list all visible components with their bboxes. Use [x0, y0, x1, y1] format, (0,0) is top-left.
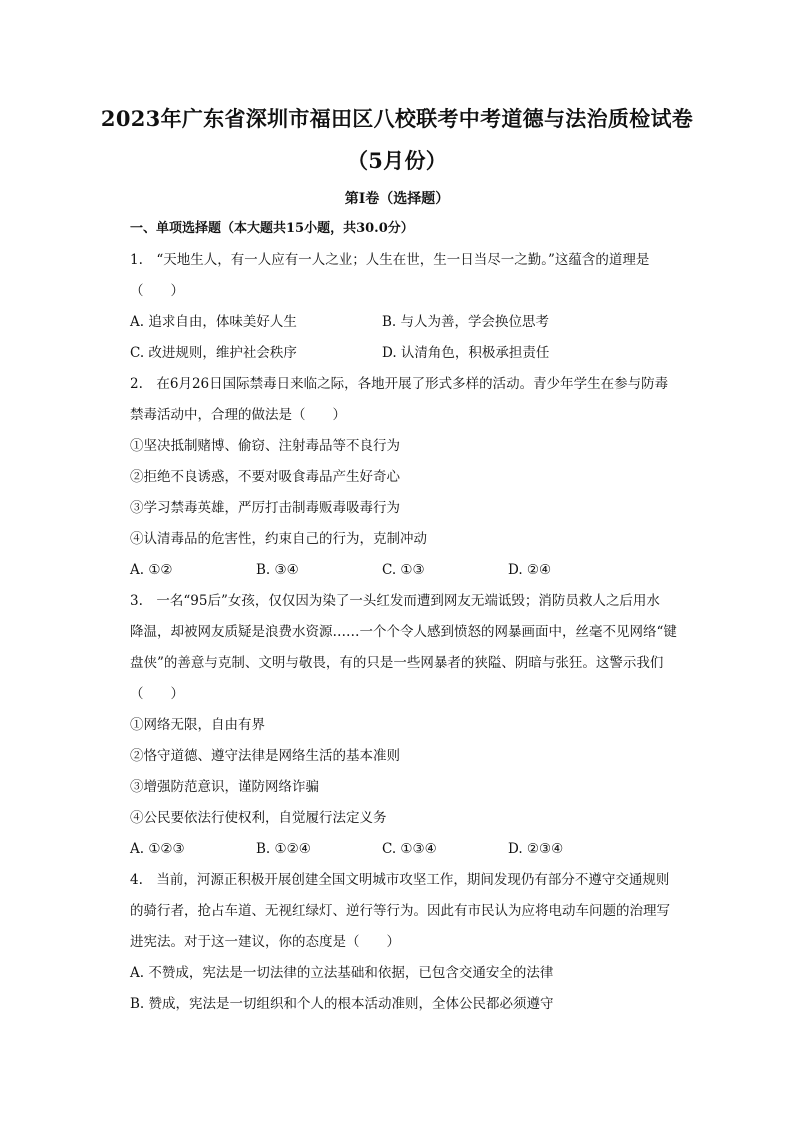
question-3-option-b[interactable]: B. ①②④: [256, 841, 311, 857]
question-2-option-a[interactable]: A. ①②: [130, 562, 173, 578]
question-3-stem-line: 降温，却被网友质疑是浪费水资源……一个个令人感到愤怒的网暴画面中，丝毫不见网络“键: [130, 624, 677, 640]
exam-content: [130, 218, 690, 1024]
question-3-options-row: [130, 838, 690, 869]
section-heading: 一、单项选择题（本大题共15小题，共30.0分）: [130, 221, 414, 236]
question-4: [130, 869, 690, 1024]
question-1-options-row: [130, 342, 690, 373]
question-4-stem-line: 进宪法。对于这一建议，你的态度是（ ）: [130, 934, 400, 950]
question-2-statement-2: ②拒绝不良诱惑，不要对吸食毒品产生好奇心: [130, 469, 400, 485]
question-3-stem-line: 盘侠”的善意与克制、文明与敬畏，有的只是一些网暴者的狭隘、阴暗与张狂。这警示我们: [130, 655, 664, 671]
question-3-option-a[interactable]: A. ①②③: [130, 841, 185, 857]
question-3-option-d[interactable]: D. ②③④: [508, 841, 564, 857]
question-3-statement-3: ③增强防范意识，谨防网络诈骗: [130, 779, 319, 795]
question-1-stem-line: （ ）: [130, 283, 184, 299]
question-3-option-c[interactable]: C. ①③④: [382, 841, 437, 857]
question-2-option-b[interactable]: B. ③④: [256, 562, 299, 578]
question-2-option-d[interactable]: D. ②④: [508, 562, 552, 578]
question-3-statement-4: ④公民要依法行使权利，自觉履行法定义务: [130, 810, 387, 826]
question-3-statement-1: ①网络无限，自由有界: [130, 717, 265, 733]
question-1-stem-line: 1. “天地生人，有一人应有一人之业；人生在世，生一日当尽一之勤。”这蕴含的道理是: [130, 252, 650, 268]
question-3: [130, 590, 690, 869]
question-1-option-c[interactable]: C. 改进规则，维护社会秩序: [130, 345, 297, 361]
question-2-options-row: [130, 559, 690, 590]
question-2-option-c[interactable]: C. ①③: [382, 562, 425, 578]
exam-title-line2: （5月份）: [346, 148, 448, 173]
question-2-statement-1: ①坚决抵制赌博、偷窃、注射毒品等不良行为: [130, 438, 400, 454]
question-1-option-b[interactable]: B. 与人为善，学会换位思考: [382, 314, 550, 330]
question-1: [130, 249, 690, 373]
question-3-stem-line: 3. 一名“95后”女孩，仅仅因为染了一头红发而遭到网友无端诋毁；消防员救人之后用水: [130, 593, 660, 609]
question-2-statement-3: ③学习禁毒英雄，严厉打击制毒贩毒吸毒行为: [130, 500, 400, 516]
question-4-stem-line: 4. 当前，河源正积极开展创建全国文明城市攻坚工作，期间发现仍有部分不遵守交通规则: [130, 872, 670, 888]
question-3-statement-2: ②恪守道德、遵守法律是网络生活的基本准则: [130, 748, 400, 764]
question-1-options-row: [130, 311, 690, 342]
part-title: 第Ⅰ卷（选择题）: [344, 191, 450, 207]
exam-title-line1: 2023年广东省深圳市福田区八校联考中考道德与法治质检试卷: [100, 106, 694, 131]
question-2-statement-4: ④认清毒品的危害性，约束自己的行为，克制冲动: [130, 531, 427, 547]
question-2: [130, 373, 690, 590]
question-1-option-a[interactable]: A. 追求自由，体味美好人生: [130, 314, 297, 330]
question-4-option-b[interactable]: B. 赞成，宪法是一切组织和个人的根本活动准则，全体公民都必须遵守: [130, 996, 554, 1012]
question-1-option-d[interactable]: D. 认清角色，积极承担责任: [382, 345, 550, 361]
question-4-option-a[interactable]: A. 不赞成，宪法是一切法律的立法基础和依据，已包含交通安全的法律: [130, 965, 554, 981]
question-2-stem-line: 2. 在6月26日国际禁毒日来临之际，各地开展了形式多样的活动。青少年学生在参与防毒: [130, 376, 669, 392]
question-2-stem-line: 禁毒活动中，合理的做法是（ ）: [130, 407, 346, 423]
question-4-stem-line: 的骑行者，抢占车道、无视红绿灯、逆行等行为。因此有市民认为应将电动车问题的治理写: [130, 903, 670, 919]
question-3-stem-line: （ ）: [130, 686, 184, 702]
